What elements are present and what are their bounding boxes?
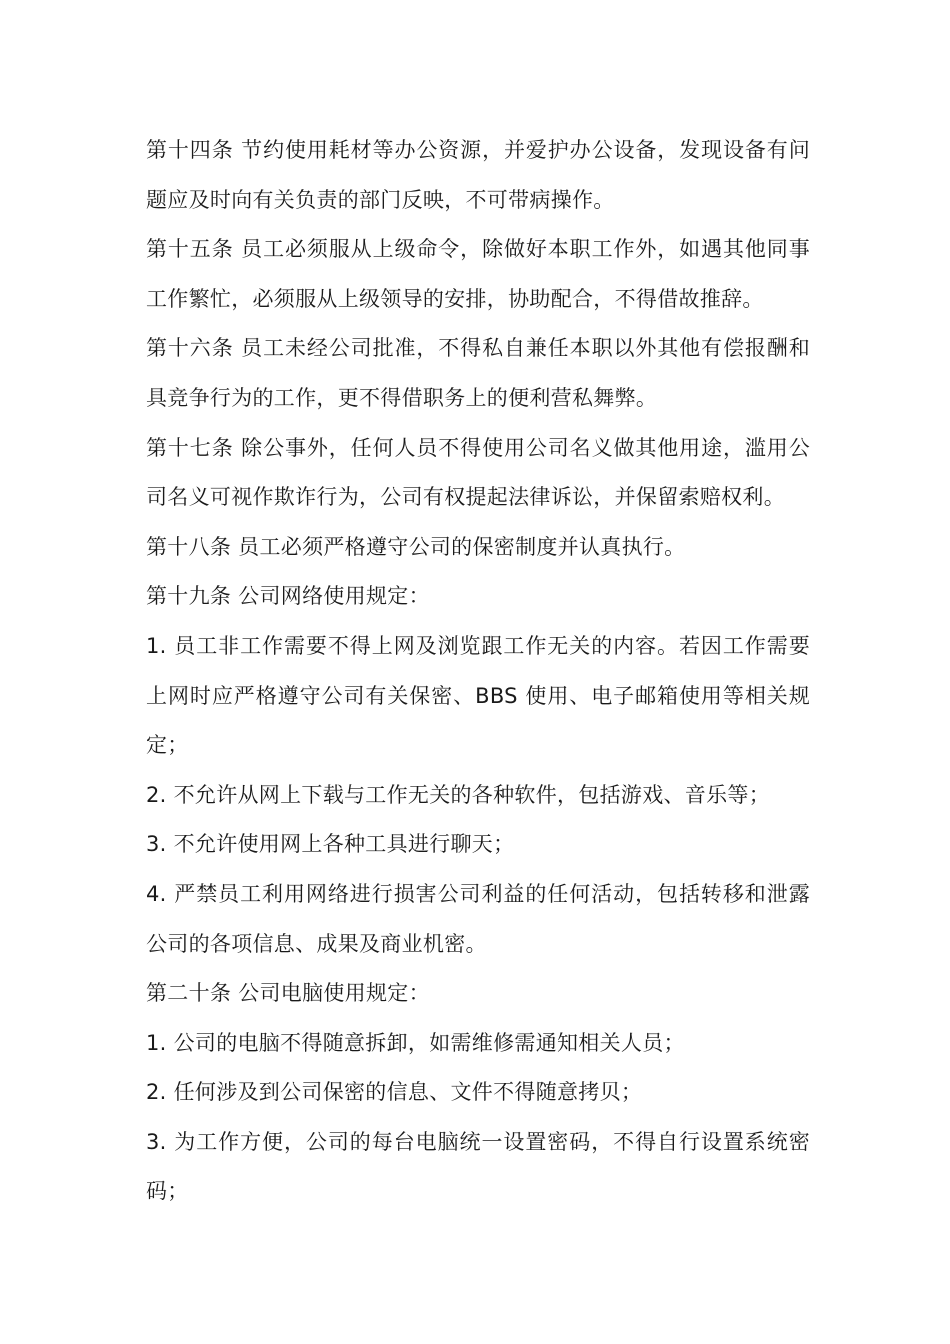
article-19-item-3: 3. 不允许使用网上各种工具进行聊天； (146, 832, 515, 857)
article-19-heading: 第十九条 公司网络使用规定： (146, 584, 430, 609)
article-20-item-3: 3. 为工作方便，公司的每台电脑统一设置密码，不得自行设置系统密码； (146, 1129, 810, 1204)
article-19-item-4: 4. 严禁员工利用网络进行损害公司利益的任何活动，包括转移和泄露公司的各项信息、成果及商业机密。 (146, 881, 810, 956)
article-19-item-2: 2. 不允许从网上下载与工作无关的各种软件，包括游戏、音乐等； (146, 782, 771, 807)
article-14: 第十四条 节约使用耗材等办公资源，并爱护办公设备，发现设备有问题应及时向有关负责的部门反映，不可带病操作。 (146, 138, 810, 212)
article-18: 第十八条 员工必须严格遵守公司的保密制度并认真执行。 (146, 534, 686, 559)
document-body (146, 126, 810, 1217)
article-20-item-2: 2. 任何涉及到公司保密的信息、文件不得随意拷贝； (146, 1080, 643, 1105)
article-19-item-1: 1. 员工非工作需要不得上网及浏览跟工作无关的内容。若因工作需要上网时应严格遵守公司有关保密、BBS 使用、电子邮箱使用等相关规定； (146, 633, 810, 758)
article-17: 第十七条 除公事外，任何人员不得使用公司名义做其他用途，滥用公司名义可视作欺诈行为，公司有权提起法律诉讼，并保留索赔权利。 (146, 435, 810, 510)
article-20-item-1: 1. 公司的电脑不得随意拆卸，如需维修需通知相关人员； (146, 1030, 685, 1055)
article-20-heading: 第二十条 公司电脑使用规定： (146, 981, 430, 1006)
article-15: 第十五条 员工必须服从上级命令，除做好本职工作外，如遇其他同事工作繁忙，必须服从上级领导的安排，协助配合，不得借故推辞。 (146, 237, 810, 311)
article-16: 第十六条 员工未经公司批准，不得私自兼任本职以外其他有偿报酬和具竞争行为的工作，更不得借职务上的便利营私舞弊。 (146, 336, 810, 410)
